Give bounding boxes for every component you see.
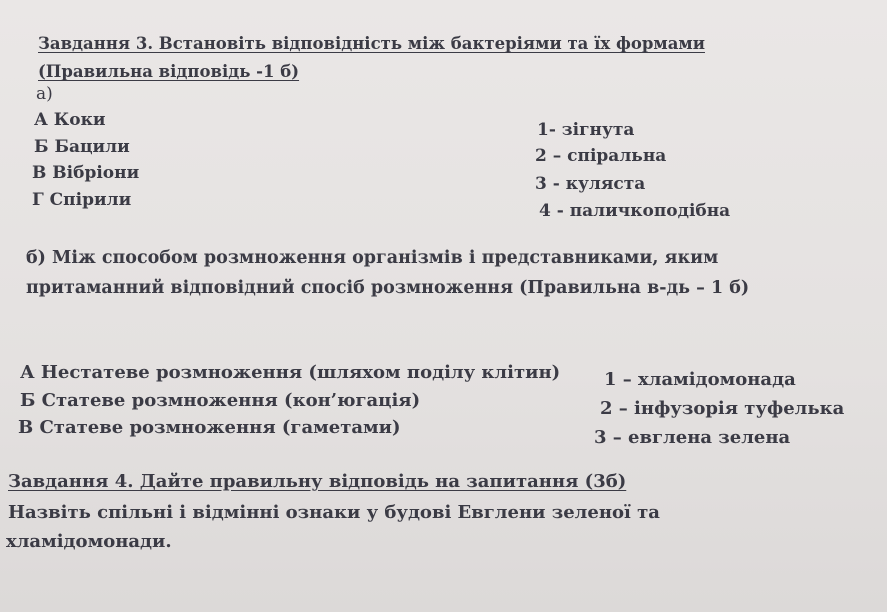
shape-item-3: 3 - куляста: [535, 174, 646, 194]
shape-item-2: 2 – спіральна: [535, 146, 667, 166]
task4-question-line2: хламідомонади.: [6, 531, 172, 552]
reproduction-item-c: В Статеве розмноження (гаметами): [18, 417, 401, 438]
organism-item-2: 2 – інфузорія туфелька: [600, 398, 845, 419]
bacteria-item-a: А Коки: [34, 110, 106, 130]
bacteria-item-c: В Вібріони: [32, 163, 140, 183]
reproduction-item-b: Б Статеве розмноження (кон’югація): [20, 390, 421, 411]
task3-title: Завдання 3. Встановіть відповідність між бактеріями та їх формами: [38, 34, 705, 53]
reproduction-item-a: А Нестатеве розмноження (шляхом поділу клітин): [20, 362, 561, 383]
bacteria-item-b: Б Бацили: [34, 137, 130, 157]
task3-points: (Правильна відповідь -1 б): [38, 62, 300, 81]
part-b-question-line2: притаманний відповідний спосіб розмноження (Правильна в-дь – 1 б): [26, 278, 750, 298]
bacteria-item-d: Г Спірили: [32, 190, 132, 210]
part-a-label: а): [36, 84, 53, 104]
task4-title: Завдання 4. Дайте правильну відповідь на запитання (3б): [8, 471, 627, 492]
organism-item-3: 3 – евглена зелена: [594, 427, 791, 448]
shape-item-4: 4 - паличкоподібна: [539, 201, 731, 221]
task4-question-line1: Назвіть спільні і відмінні ознаки у будові Евглени зеленої та: [8, 502, 660, 523]
shape-item-1: 1- зігнута: [537, 120, 635, 140]
part-b-question-line1: б) Між способом розмноження організмів і представниками, яким: [26, 248, 719, 268]
organism-item-1: 1 – хламідомонада: [604, 369, 796, 390]
